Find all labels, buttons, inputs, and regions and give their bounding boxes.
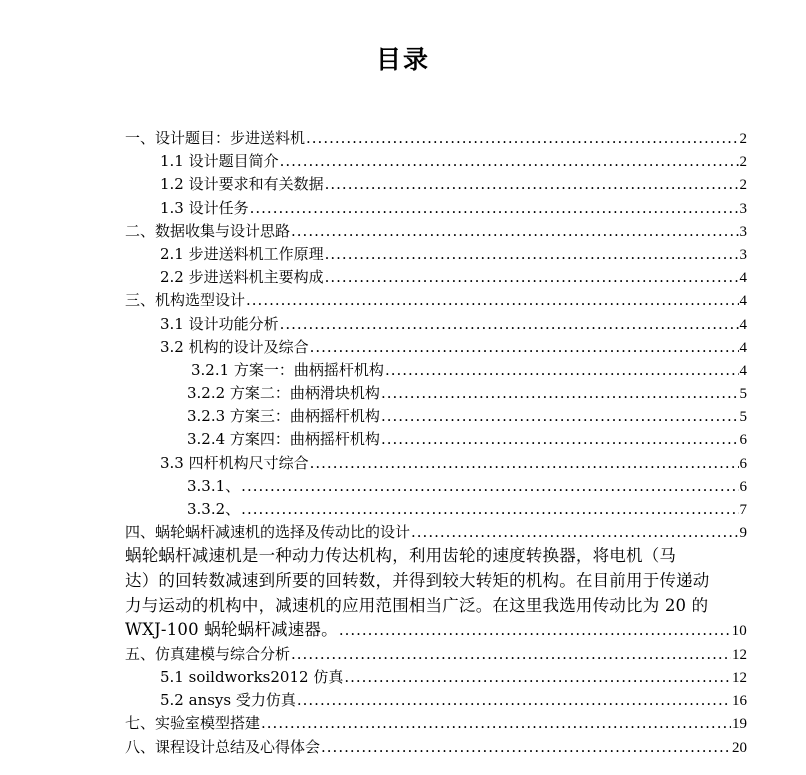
toc-page-number: 19: [732, 716, 747, 733]
table-of-contents: [125, 127, 747, 759]
toc-leader-dots: [339, 618, 731, 643]
toc-entry[interactable]: [125, 220, 747, 243]
toc-entry-title: 1.1 设计题目简介: [160, 152, 279, 171]
toc-leader-dots: [261, 712, 731, 735]
toc-entry-title: 八、课程设计总结及心得体会: [125, 737, 321, 756]
toc-entry[interactable]: [125, 475, 747, 498]
toc-page-number: 3: [739, 223, 747, 240]
toc-page-number: 10: [731, 623, 747, 640]
toc-entry-title: 四、蜗轮蜗杆减速机的选择及传动比的设计: [125, 523, 411, 542]
toc-leader-dots: [325, 173, 739, 196]
toc-entry-title: 2.1 步进送料机工作原理: [160, 244, 324, 263]
toc-entry-title: 1.3 设计任务: [160, 198, 249, 217]
toc-entry-title: 一、设计题目：步进送料机: [125, 129, 306, 147]
toc-leader-dots: [385, 359, 739, 382]
toc-leader-dots: [325, 266, 739, 289]
toc-entry[interactable]: [125, 666, 747, 689]
toc-entry-title: 3.2.1 方案一：曲柄摇杆机构: [191, 360, 384, 379]
toc-page-number: 2: [739, 154, 747, 171]
toc-entry-title: 5.1 soildworks2012 仿真: [160, 667, 344, 686]
paragraph-line-4: [125, 618, 747, 643]
toc-entry[interactable]: [125, 243, 747, 266]
toc-entry-title: 3.3 四杆机构尺寸综合: [160, 453, 309, 472]
toc-entry-title: 三、机构选型设计: [125, 291, 246, 310]
toc-leader-dots: [381, 382, 739, 405]
toc-page-number: 6: [739, 478, 747, 495]
toc-leader-dots: [344, 666, 731, 689]
toc-leader-dots: [250, 197, 739, 220]
toc-page-number: 4: [739, 293, 747, 310]
toc-entry-title: 3.3.1、: [187, 476, 241, 495]
toc-entry[interactable]: [125, 643, 747, 666]
toc-leader-dots: [310, 336, 739, 359]
toc-leader-dots: [280, 313, 739, 336]
toc-page-number: 9: [739, 525, 747, 542]
toc-entry[interactable]: [125, 498, 747, 521]
toc-entry[interactable]: [125, 289, 747, 312]
toc-entry-title: 3.2.4 方案四：曲柄摇杆机构: [187, 430, 380, 449]
toc-entry-title: 二、数据收集与设计思路: [125, 221, 291, 240]
paragraph-line-1: 蜗轮蜗杆减速机是一种动力传达机构，利用齿轮的速度转换器，将电机（马: [125, 546, 677, 566]
toc-entry[interactable]: [125, 712, 747, 735]
toc-entry-title: 五、仿真建模与综合分析: [125, 644, 291, 663]
toc-entry[interactable]: [125, 452, 747, 475]
toc-page-number: 12: [732, 646, 747, 663]
toc-page-number: 6: [739, 455, 747, 472]
toc-entry-title: 3.1 设计功能分析: [160, 314, 279, 333]
toc-leader-dots: [280, 150, 739, 173]
toc-page-number: 6: [739, 432, 747, 449]
toc-entry[interactable]: [125, 359, 747, 382]
toc-entry-title: 1.2 设计要求和有关数据: [160, 175, 324, 194]
toc-entry[interactable]: [125, 127, 747, 150]
toc-page-number: 4: [739, 339, 747, 356]
toc-entry[interactable]: [125, 266, 747, 289]
toc-page-number: 5: [739, 409, 747, 426]
toc-page-number: 4: [739, 316, 747, 333]
toc-entry-title: 3.2.3 方案三：曲柄摇杆机构: [187, 407, 380, 426]
toc-entry[interactable]: [125, 313, 747, 336]
toc-entry[interactable]: [125, 336, 747, 359]
toc-entry-title: 3.3.2、: [187, 500, 241, 518]
toc-page-number: 3: [739, 200, 747, 217]
toc-entry[interactable]: [125, 173, 747, 196]
toc-leader-dots: [310, 452, 739, 475]
paragraph-line-3: 力与运动的机构中，减速机的应用范围相当广泛。在这里我选用传动比为 20 的: [125, 595, 709, 615]
toc-leader-dots: [381, 405, 739, 428]
toc-entry-title: 3.2 机构的设计及综合: [160, 337, 309, 356]
toc-entry-title: 2.2 步进送料机主要构成: [160, 268, 324, 287]
page-title: 目录: [375, 45, 430, 74]
toc-entry[interactable]: [125, 405, 747, 428]
toc-entry-title: 5.2 ansys 受力仿真: [160, 691, 296, 710]
toc-leader-dots: [411, 521, 738, 544]
toc-leader-dots: [241, 498, 738, 521]
toc-entry[interactable]: [125, 150, 747, 173]
toc-page-number: 2: [739, 131, 747, 147]
toc-leader-dots: [291, 220, 738, 243]
toc-leader-dots: [381, 428, 739, 451]
toc-entry[interactable]: [125, 736, 747, 759]
toc-page-number: 3: [739, 246, 747, 263]
toc-leader-dots: [291, 643, 731, 666]
toc-page-number: 12: [732, 669, 747, 686]
toc-entry-title: 七、实验室模型搭建: [125, 714, 261, 733]
toc-entry[interactable]: [125, 197, 747, 220]
toc-page-number: 7: [739, 502, 747, 518]
toc-entry[interactable]: [125, 689, 747, 712]
toc-paragraph-entry[interactable]: [125, 544, 747, 642]
toc-page-number: 16: [732, 693, 747, 710]
paragraph-line-2: 达）的回转数减速到所要的回转数，并得到较大转矩的机构。在目前用于传递动: [125, 570, 710, 590]
toc-page-number: 4: [739, 362, 747, 379]
toc-entry[interactable]: [125, 428, 747, 451]
paragraph-line-4-text: WXJ-100 蜗轮蜗杆减速器。: [125, 620, 338, 640]
toc-leader-dots: [325, 243, 739, 266]
toc-entry[interactable]: [125, 521, 747, 544]
toc-entry-title: 3.2.2 方案二：曲柄滑块机构: [187, 384, 380, 403]
toc-page-number: 2: [739, 177, 747, 194]
toc-entry[interactable]: [125, 382, 747, 405]
toc-page-number: 20: [732, 739, 747, 756]
toc-leader-dots: [246, 289, 738, 312]
toc-page-number: 4: [739, 270, 747, 287]
toc-leader-dots: [241, 475, 738, 498]
toc-leader-dots: [306, 127, 738, 150]
toc-page-number: 5: [739, 386, 747, 403]
toc-leader-dots: [321, 736, 731, 759]
toc-leader-dots: [297, 689, 731, 712]
